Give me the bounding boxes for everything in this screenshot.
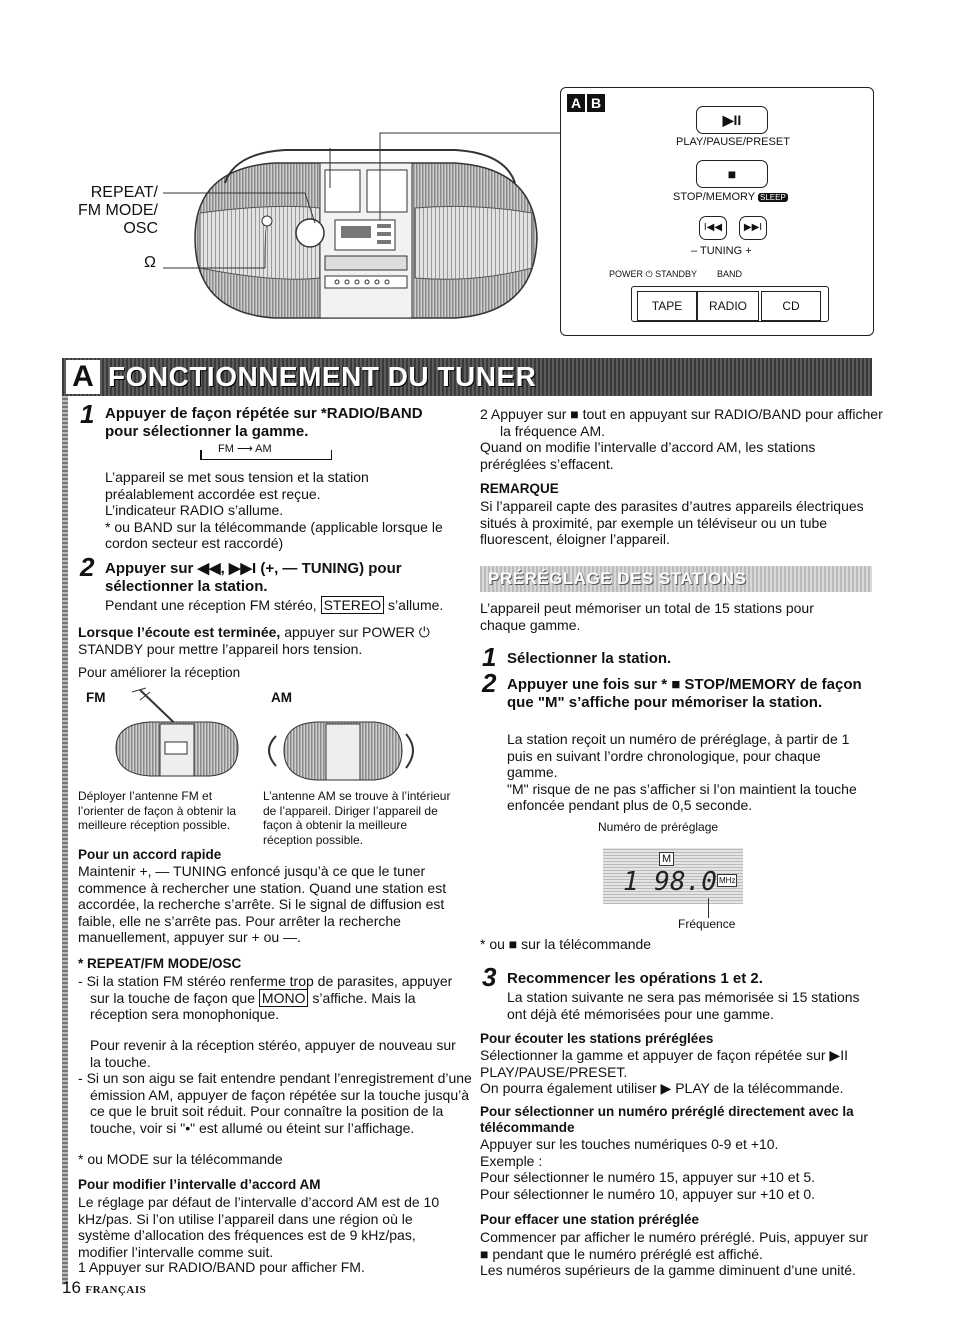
am-interval-step-2: 2 Appuyer sur ■ tout en appuyant sur RADIO/BAND pour afficher la fréquence AM. [480,406,883,439]
section-side-strip [62,396,68,1284]
direct-select-text: Appuyer sur les touches numériques 0-9 et +10. Exemple : Pour sélectionner le numéro 15, appuyer sur +10 et 5. Pour sélectionner le numéro 10, appuyer sur +10 et 0. [480,1136,816,1202]
remark-heading: REMARQUE [480,481,559,496]
step-2-text-end: s’allume. [388,597,444,613]
badge-b: B [587,94,605,112]
preset-section-banner [480,566,872,592]
step-1-heading: Appuyer de façon répétée sur *RADIO/BAND pour sélectionner la gamme. [105,405,423,440]
page-number: 16 [62,1278,81,1297]
radio-button[interactable]: RADIO [697,291,759,321]
repeat-item-1-dash: - [78,973,87,989]
section-title: FONCTIONNEMENT DU TUNER [108,361,537,392]
end-listening-body: appuyer sur POWER ⏻ STANDBY pour mettre l’appareil hors tension. [78,624,430,657]
repeat-remote-note: * ou MODE sur la télécommande [78,1151,283,1167]
step-2-text [105,597,461,614]
repeat-item-1-note: Pour revenir à la réception stéréo, appuyer de nouveau sur la touche. [90,1037,456,1070]
preset-step-2-heading: Appuyer une fois sur * ■ STOP/MEMORY de façon que "M" s’affiche pour mémoriser la station. [507,676,862,711]
ab-badge [567,94,605,112]
direct-select-heading: Pour sélectionner un numéro préréglé directement avec la télécommande [480,1104,854,1135]
skip-back-icon: I◀◀ [703,222,723,233]
page-footer [62,1278,146,1298]
preset-step-3-heading: Recommencer les opérations 1 et 2. [507,970,763,987]
repeat-fm-mode-osc-label: REPEAT/ FM MODE/ OSC [78,184,158,237]
cd-button[interactable]: CD [761,291,821,321]
stop-icon: ■ [727,166,737,182]
am-interval-text: Le réglage par défaut de l’intervalle d’accord AM est de 10 kHz/pas. Si l’on utilise l’appareil dans une région où le système d’allocation des fréquences est de 9 kHz/pas, modifier l’intervalle comme suit. [78,1194,440,1260]
skip-forward-icon: ▶▶I [743,222,763,233]
section-banner [62,358,872,396]
listen-presets-text: Sélectionner la gamme et appuyer de façon répétée sur ▶II PLAY/PAUSE/PRESET. On pourra également utiliser ▶ PLAY de la télécommande. [480,1047,848,1096]
repeat-item-2-dash: - [78,1070,87,1086]
step-2-heading: Appuyer sur ◀◀, ▶▶I (+, — TUNING) pour sélectionner la station. [105,560,402,595]
lcd-display [603,848,743,904]
sleep-tag: SLEEP [759,193,786,202]
preset-step-2-text: La station reçoit un numéro de préréglage, à partir de 1 puis en suivant l’ordre chronologique, pour chaque gamme. "M" risque de ne pas s’afficher si l’on maintient la touche enfoncée pendant plus de 0,5 seconde. [507,731,857,813]
repeat-item-1-end: s’affiche. Mais la réception sera monophonique. [90,989,416,1022]
play-pause-preset-label: PLAY/PAUSE/PRESET [676,136,790,148]
section-letter: A [66,360,100,394]
footer-language: FRANÇAIS [85,1284,147,1296]
power-standby-label: POWER ⏻ STANDBY [609,269,697,279]
am-interval-after-text: Quand on modifie l’intervalle d’accord AM, les stations préréglées s’effacent. [480,439,816,472]
erase-preset-text: Commencer par afficher le numéro préréglé. Puis, appuyer sur ■ pendant que le numéro préréglé est affiché. Les numéros supérieurs de la gamme diminuent d’une unité. [480,1229,869,1278]
lcd-unit: MHz [719,876,736,885]
preset-step-1-heading: Sélectionner la station. [507,650,672,667]
improve-reception-heading: Pour améliorer la réception [78,665,241,680]
fm-antenna-illustration [110,686,245,784]
stereo-indicator: STEREO [321,596,385,614]
remote-stop-note: * ou ■ sur la télécommande [480,936,652,952]
remark-text: Si l’appareil capte des parasites d’autres appareils électriques situés à proximité, par exemple un téléviseur ou un tube fluorescent, éloigner l’appareil. [480,498,864,547]
step-2-text-start: Pendant une réception FM stéréo, [105,597,317,613]
am-interval-heading: Pour modifier l’intervalle d’accord AM [78,1177,321,1192]
erase-preset-heading: Pour effacer une station préréglée [480,1212,700,1227]
preset-step-1-number: 1 [482,642,497,672]
step-1-text: L’appareil se met sous tension et la station préalablement accordée est reçue. L’indicateur RADIO s’allume. * ou BAND sur la télécommande (applicable lorsque le cordon secteur est raccordé) [105,469,443,551]
mono-indicator: MONO [259,989,309,1007]
quick-tuning-text: Maintenir +, — TUNING enfoncé jusqu’à ce que le tuner commence à rechercher une station. Quand une station est accordée, la recherche s’arrête. Si le signal de diffusion est faible, elle ne s’arrête pas. Pour arrêter la recherche manuellement, appuyer sur + ou —. [78,863,447,945]
am-antenna-caption: L’antenne AM se trouve à l’intérieur de l’appareil. Diriger l’appareil de façon à obtenir la meilleure réception possible. [263,789,451,847]
tuning-down-button[interactable] [699,216,727,240]
tuning-up-button[interactable] [739,216,767,240]
listen-presets-heading: Pour écouter les stations préréglées [480,1031,714,1046]
repeat-item-1 [78,973,472,1023]
play-pause-icon: ▶II [722,112,742,128]
step-1-number: 1 [80,399,95,429]
step-2-number: 2 [80,552,95,582]
lcd-memory-indicator: M [659,852,674,866]
band-cycle-diagram [200,442,332,462]
fm-antenna-label: FM [86,690,106,705]
badge-a: A [567,94,585,112]
preset-step-2-number: 2 [482,668,497,698]
preset-step-3-text: La station suivante ne sera pas mémorisée si 15 stations ont déjà été mémorisées pour une gamme. [507,989,860,1022]
preset-number-label: Numéro de préréglage [598,820,719,834]
stop-memory-label [673,191,788,203]
am-antenna-illustration [254,716,424,786]
repeat-item-2-text: Si un son aigu se fait entendre pendant l’enregistrement d’une émission AM, appuyer de façon répétée sur la touche jusqu’à ce que le bruit soit réduit. Pour connaître la position de la touche, voir si "•" est allumé ou éteint sur l’affichage. [86,1070,472,1136]
band-cycle-text: FM ⟶ AM [218,443,272,455]
band-label: BAND [717,269,743,279]
repeat-item-2 [78,1070,472,1136]
headphone-symbol: Ω [144,254,156,271]
boombox-illustration [155,128,575,328]
tape-button[interactable]: TAPE [637,291,697,321]
repeat-item-1-start: Si la station FM stéréo renferme trop de parasites, appuyer sur la touche de façon que [86,973,453,1006]
end-listening-text [78,624,458,657]
repeat-fm-mode-heading: * REPEAT/FM MODE/OSC [78,956,242,971]
lcd-digits: 1 98.0 [623,867,717,897]
preset-step-3-number: 3 [482,962,497,992]
am-antenna-label: AM [271,690,292,705]
stop-memory-button[interactable] [696,160,768,188]
fm-antenna-caption: Déployer l’antenne FM et l’orienter de façon à obtenir la meilleure réception possible. [78,789,237,832]
am-interval-step-1: 1 Appuyer sur RADIO/BAND pour afficher FM. [78,1259,365,1275]
end-listening-bold: Lorsque l’écoute est terminée, [78,624,281,640]
control-panel [560,87,874,336]
frequency-label: Fréquence [678,917,736,931]
play-pause-button[interactable] [696,106,768,134]
preset-section-title: PRÉRÉGLAGE DES STATIONS [488,569,747,588]
frequency-pointer [708,898,709,918]
quick-tuning-heading: Pour un accord rapide [78,847,222,862]
stop-memory-text: STOP/MEMORY [673,191,755,203]
tuning-label: – TUNING + [691,245,752,257]
preset-intro-text: L’appareil peut mémoriser un total de 15 stations pour chaque gamme. [480,600,814,633]
